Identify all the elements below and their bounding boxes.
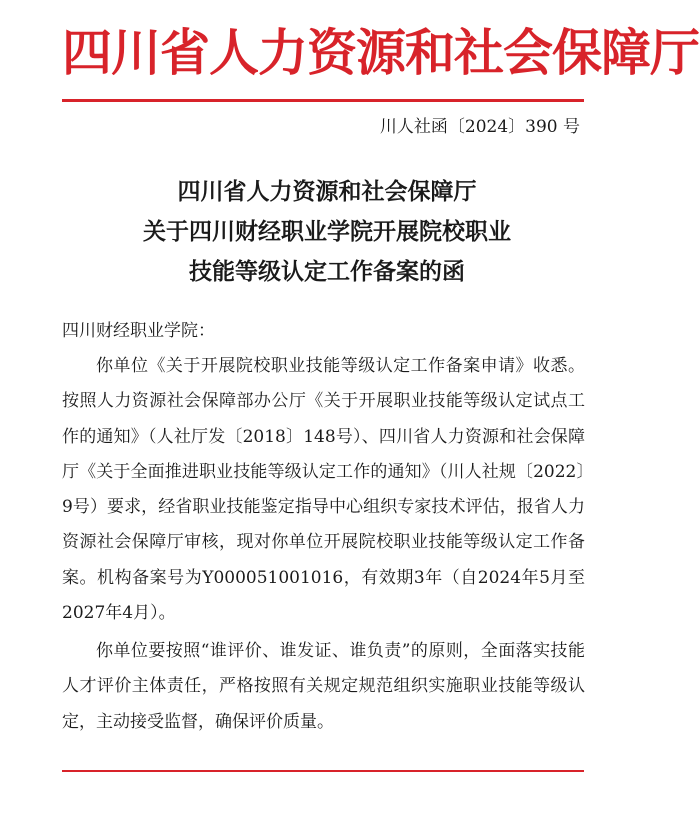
document-title-line-3: 技能等级认定工作备案的函 (189, 259, 465, 285)
document-title-line-2: 关于四川财经职业学院开展院校职业 (143, 219, 511, 245)
body-paragraph-2: 你单位要按照“谁评价、谁发证、谁负责”的原则，全面落实技能人才评价主体责任，严格按照有关规定规范组织实施职业技能等级认定，主动接受监督，确保评价质量。 (62, 641, 585, 732)
salutation: 四川财经职业学院： (62, 321, 215, 341)
letterhead-title: 四川省人力资源和社会保障厅 (62, 23, 699, 82)
body-paragraph-1: 你单位《关于开展院校职业技能等级认定工作备案申请》收悉。按照人力资源社会保障部办公厅《关于开展职业技能等级认定试点工作的通知》（人社厅发〔2018〕148号）、四川省人力资源和社会保障厅《关于全面推进职业技能等级认定工作的通知》（川人社规〔2022〕9号）要求，经省职业技能鉴定指导中心组织专家技术评估，报省人力资源社会保障厅审核，现对你单位开展院校职业技能等级认定工作备案。机构备案号为Y000051001016，有效期3年（自2024年5月至2027年4月）。 (62, 356, 585, 624)
footer-red-rule (62, 770, 584, 772)
document-title-line-1: 四川省人力资源和社会保障厅 (177, 179, 477, 205)
document-number: 川人社函〔2024〕390 号 (379, 117, 580, 137)
letterhead-red-rule (62, 99, 584, 102)
